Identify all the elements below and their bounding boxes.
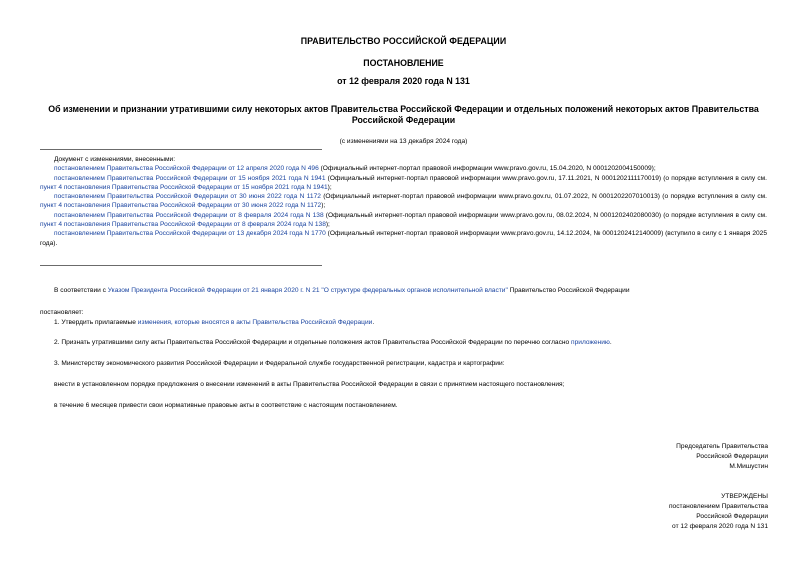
amendment-effective-link[interactable]: пункт 4 постановления Правительства Российской Федерации от 8 февраля 2024 года N 138	[40, 221, 326, 229]
approved-org: Российской Федерации	[696, 513, 768, 520]
amendment-item: постановлением Правительства Российской Федерации от 15 ноября 2021 года N 1941 (Официальный интернет-портал правовой информации www.pravo.gov.ru, 17.11.2021, N 0001202111170019) (о порядке вступления в силу см. пункт 4 постановления Правительства Российской Федерации от 15 ноября 2021 года N 1941);	[40, 174, 767, 191]
top-divider	[40, 149, 322, 150]
point-2: 2. Признать утратившими силу акты Правительства Российской Федерации и отдельные положения актов Правительства Российской Федерации по перечню согласно приложению.	[54, 339, 612, 346]
changes-link[interactable]: изменения, которые вносятся в акты Правительства Российской Федерации	[137, 319, 373, 326]
amendments-intro: Документ с изменениями, внесенными:	[54, 156, 176, 163]
point-1: 1. Утвердить прилагаемые изменения, которые вносятся в акты Правительства Российской Федерации.	[54, 319, 375, 326]
point-3b: в течение 6 месяцев привести свои нормативные правовые акты в соответствие с настоящим постановлением.	[54, 402, 398, 409]
amendment-item: постановлением Правительства Российской Федерации от 8 февраля 2024 года N 138 (Официальный интернет-портал правовой информации www.pravo.gov.ru, 08.02.2024, N 0001202402080030) (о порядке вступления в силу см. пункт 4 постановления Правительства Российской Федерации от 8 февраля 2024 года N 138);	[40, 211, 767, 229]
amendment-link[interactable]: постановлением Правительства Российской Федерации от 12 апреля 2020 года N 496	[54, 165, 319, 173]
approved-date: от 12 февраля 2020 года N 131	[672, 523, 768, 530]
amendment-link[interactable]: постановлением Правительства Российской Федерации от 8 февраля 2024 года N 138	[54, 211, 324, 219]
government-heading: ПРАВИТЕЛЬСТВО РОССИЙСКОЙ ФЕДЕРАЦИИ	[300, 36, 507, 46]
point-3a: внести в установленном порядке предложения о внесении изменений в акты Правительства Российской Федерации в связи с принятием настоящего постановления;	[54, 381, 565, 388]
approved-block	[669, 492, 768, 532]
amendment-item: постановлением Правительства Российской Федерации от 12 апреля 2020 года N 496 (Официальный интернет-портал правовой информации www.pravo.gov.ru, 15.04.2020, N 0001202004150009);	[54, 165, 656, 173]
approved-label: УТВЕРЖДЕНЫ	[721, 493, 768, 500]
appendix-link[interactable]: приложению	[571, 339, 610, 346]
signature-name: М.Мишустин	[729, 463, 768, 470]
resolves-text: постановляет:	[40, 309, 84, 316]
amendment-link[interactable]: постановлением Правительства Российской Федерации от 15 ноября 2021 года N 1941	[54, 174, 326, 182]
decree-link[interactable]: Указом Президента Российской Федерации от 21 января 2020 г. N 21 "О структуре федеральных органов исполнительной власти"	[107, 287, 508, 294]
amendment-item: постановлением Правительства Российской Федерации от 30 июня 2022 года N 1172 (Официальный интернет-портал правовой информации www.pravo.gov.ru, 01.07.2022, N 0001202207010013) (о порядке вступления в силу см. пункт 4 постановления Правительства Российской Федерации от 30 июня 2022 года N 1172);	[40, 193, 767, 210]
amendment-link[interactable]: постановлением Правительства Российской Федерации от 30 июня 2022 года N 1172	[54, 193, 321, 201]
signature-position: Председатель Правительства	[676, 443, 768, 450]
amendment-item: постановлением Правительства Российской Федерации от 13 декабря 2024 года N 1770 (Официальный интернет-портал правовой информации www.pravo.gov.ru, 14.12.2024, № 0001202412140009) (вступило в силу с 1 января 2025 года).	[40, 230, 767, 247]
signature-org: Российской Федерации	[696, 453, 768, 460]
doc-type-heading: ПОСТАНОВЛЕНИЕ	[363, 58, 444, 68]
document-title: Об изменении и признании утратившими силу некоторых актов Правительства Российской Федерации и отдельных положений некоторых актов Правительства Российской Федерации	[48, 104, 759, 125]
amendment-effective-link[interactable]: пункт 4 постановления Правительства Российской Федерации от 30 июня 2022 года N 1172	[40, 202, 322, 210]
amendment-link[interactable]: постановлением Правительства Российской Федерации от 13 декабря 2024 года N 1770	[54, 230, 326, 238]
bottom-divider	[40, 265, 322, 266]
approved-by: постановлением Правительства	[668, 503, 768, 510]
date-number-heading: от 12 февраля 2020 года N 131	[337, 76, 470, 86]
point-3: 3. Министерству экономического развития Российской Федерации и Федеральной службе государственной регистрации, кадастра и картографии:	[54, 360, 505, 367]
amendment-effective-link[interactable]: пункт 4 постановления Правительства Российской Федерации от 15 ноября 2021 года N 1941	[40, 183, 328, 191]
signature-block	[676, 442, 768, 472]
amendments-block	[40, 155, 767, 248]
as-of-note: (с изменениями на 13 декабря 2024 года)	[339, 138, 468, 145]
preamble: В соответствии с Указом Президента Российской Федерации от 21 января 2020 г. N 21 "О структуре федеральных органов исполнительной власти" Правительство Российской Федерации	[54, 287, 630, 294]
